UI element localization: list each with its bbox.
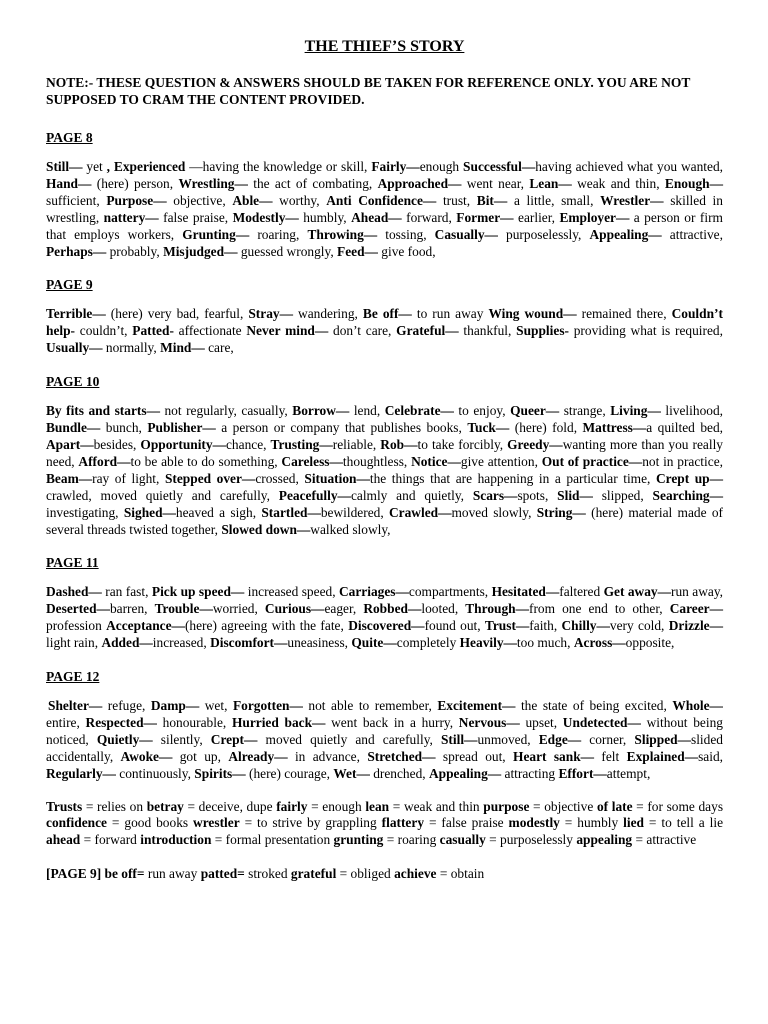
vocab-term: Discomfort— <box>210 635 288 651</box>
vocab-term: Wing wound— <box>488 306 577 322</box>
vocab-meaning: = good books <box>107 815 189 831</box>
vocab-meaning: trust, <box>436 192 471 208</box>
vocab-term: betray <box>146 798 184 814</box>
vocab-term: By fits and starts— <box>46 403 160 419</box>
vocab-meaning: = to tell a lie <box>643 815 724 831</box>
vocab-meaning: false praise, <box>158 209 229 225</box>
vocab-term: Nervous— <box>458 714 520 730</box>
vocab-meaning: tossing, <box>377 226 427 242</box>
vocab-term: Curious— <box>264 601 325 617</box>
vocab-meaning: corner, <box>581 731 627 747</box>
vocab-term: Undetected— <box>562 714 641 730</box>
vocab-meaning: weak and thin, <box>571 175 660 191</box>
vocab-term: Mattress— <box>582 420 647 436</box>
vocab-meaning: earlier, <box>513 209 555 225</box>
vocab-term: Usually— <box>46 340 103 356</box>
vocab-meaning: said, <box>698 748 724 764</box>
vocab-meaning: heaved a sigh, <box>175 504 257 520</box>
vocab-meaning: opposite, <box>625 635 675 651</box>
vocab-term: Rob— <box>380 436 418 452</box>
vocab-term: Modestly— <box>232 209 299 225</box>
vocab-term: Never mind— <box>246 323 329 339</box>
vocab-term: purpose <box>483 798 530 814</box>
vocab-term: appealing <box>576 832 633 848</box>
vocab-meaning: = for some days <box>632 798 724 814</box>
vocab-term: Slipped— <box>634 731 691 747</box>
vocab-term: Wrestler— <box>600 192 664 208</box>
vocab-term: flattery <box>381 815 425 831</box>
vocab-term: Chilly— <box>561 618 610 634</box>
vocab-term: Ahead— <box>351 209 402 225</box>
vocab-meaning: yet <box>82 159 103 174</box>
vocab-paragraph <box>46 403 723 538</box>
vocab-term: Casually— <box>434 226 498 242</box>
vocab-meaning: = attractive <box>632 832 697 848</box>
vocab-meaning: slipped, <box>592 487 644 503</box>
vocab-meaning: got up, <box>172 748 221 764</box>
vocab-term: Trusting— <box>270 436 333 452</box>
footer-page-label: [PAGE 9] <box>46 866 102 882</box>
vocab-term: Trusts <box>46 798 83 814</box>
vocab-meaning: lend, <box>349 403 381 419</box>
vocab-term: Able— <box>232 192 273 208</box>
vocab-meaning: livelihood, <box>660 403 723 419</box>
vocab-meaning: moved slowly, <box>451 504 532 520</box>
vocab-meaning: = humbly <box>559 815 619 831</box>
vocab-term: Bundle— <box>46 420 101 436</box>
vocab-term: Greedy— <box>507 436 563 452</box>
vocab-term: Robbed— <box>363 601 422 617</box>
vocab-meaning: having achieved what you wanted, <box>535 159 724 174</box>
vocab-term: Heart sank— <box>513 748 595 764</box>
vocab-term: Respected— <box>85 714 157 730</box>
vocab-meaning: couldn’t, <box>75 323 128 339</box>
vocab-term: be off= <box>104 866 145 882</box>
vocab-meaning: unmoved, <box>477 731 531 747</box>
vocab-meaning: don’t care, <box>328 323 392 339</box>
vocab-term: Patted- <box>132 323 174 339</box>
vocab-term: Wrestling— <box>178 175 248 191</box>
vocab-term: Career— <box>669 601 724 617</box>
vocab-term: grateful <box>290 866 337 882</box>
vocab-term: Edge— <box>538 731 582 747</box>
vocab-paragraph <box>46 584 723 652</box>
vocab-meaning: = relies on <box>82 798 144 814</box>
vocab-meaning: uneasiness, <box>287 635 349 651</box>
vocab-meaning: give attention, <box>460 453 538 469</box>
vocab-meaning: faith, <box>529 618 558 634</box>
vocab-meaning: completely <box>396 635 457 651</box>
vocab-meaning: the things that are happening in a particular time, <box>369 470 651 486</box>
vocab-meaning: continuously, <box>115 765 191 781</box>
vocab-meaning: = purposelessly <box>485 832 573 848</box>
reference-note: NOTE:- THESE QUESTION & ANSWERS SHOULD BE TAKEN FOR REFERENCE ONLY. YOU ARE NOT SUPPOSED TO CRAM THE CONTENT PROVIDED. <box>46 75 691 107</box>
vocab-term: lied <box>623 815 644 831</box>
vocab-term: Apart— <box>46 436 94 452</box>
vocab-term: Be off— <box>362 306 412 322</box>
vocab-meaning: skilled in wrestling, <box>46 192 723 225</box>
vocab-meaning: to run away <box>411 306 484 322</box>
vocab-meaning: went back in a hurry, <box>325 714 454 730</box>
vocab-term: Dashed— <box>46 584 102 600</box>
vocab-term: Perhaps— <box>46 243 107 259</box>
vocab-term: Terrible— <box>46 306 106 322</box>
vocab-term: Slowed down— <box>221 521 311 537</box>
vocab-meaning: run away, <box>670 584 723 600</box>
vocab-meaning: not in practice, <box>642 453 723 469</box>
vocab-term: wrestler <box>193 815 240 831</box>
vocab-term: casually <box>439 832 486 848</box>
vocab-term: Grunting— <box>182 226 250 242</box>
vocab-meaning: reliable, <box>332 436 377 452</box>
vocab-meaning: calmly and quietly, <box>350 487 464 503</box>
vocab-meaning: felt <box>594 748 620 764</box>
vocab-meaning: (here) agreeing with the fate, <box>184 618 344 634</box>
vocab-term: grunting <box>333 832 384 848</box>
vocab-meaning: = to strive by grappling <box>239 815 377 831</box>
vocab-term: Approached— <box>377 175 462 191</box>
vocab-meaning: silently, <box>152 731 203 747</box>
page-section-heading: PAGE 8 <box>46 130 93 145</box>
vocab-term: Appealing— <box>428 765 502 781</box>
vocab-meaning: without being noticed, <box>46 714 723 747</box>
vocab-meaning: thoughtless, <box>342 453 408 469</box>
vocab-term: Lean— <box>529 175 572 191</box>
vocabulary-sections <box>46 129 723 783</box>
vocab-meaning: sufficient, <box>46 192 100 208</box>
vocab-term: Out of practice— <box>541 453 643 469</box>
vocab-meaning: not regularly, casually, <box>159 403 288 419</box>
vocab-meaning: providing what is required, <box>568 323 723 339</box>
vocab-term: fairly <box>276 798 308 814</box>
vocab-meaning: barren, <box>109 601 148 617</box>
vocab-meaning: attempt, <box>606 765 651 781</box>
vocab-meaning: wanting more than you really need, <box>46 436 723 469</box>
vocab-term: Enough— <box>664 175 723 191</box>
vocab-meaning: walked slowly, <box>310 521 391 537</box>
vocab-term: Stepped over— <box>164 470 256 486</box>
vocab-term: Successful— <box>463 159 536 174</box>
document-title: THE THIEF’S STORY <box>304 38 465 55</box>
vocab-term: Feed— <box>337 243 378 259</box>
vocab-term: Drizzle— <box>668 618 724 634</box>
vocab-term: Pick up speed— <box>151 584 245 600</box>
vocab-term: Wet— <box>333 765 370 781</box>
vocab-term: Scars— <box>472 487 518 503</box>
vocab-term: Crept up— <box>655 470 724 486</box>
vocab-meaning: went near, <box>461 175 525 191</box>
vocab-meaning: = enough <box>307 798 362 814</box>
vocab-meaning: purposelessly, <box>497 226 582 242</box>
page9-footer-line <box>46 865 723 882</box>
vocab-meaning: honourable, <box>156 714 227 730</box>
vocab-meaning: stroked <box>244 866 288 882</box>
vocab-term: Celebrate— <box>384 403 454 419</box>
vocab-meaning: looted, <box>421 601 459 617</box>
vocab-meaning: run away <box>144 866 198 882</box>
vocab-term: Still— <box>440 731 478 747</box>
vocab-term: Mind— <box>160 340 205 356</box>
vocab-term: lean <box>365 798 390 814</box>
vocab-meaning: forward, <box>401 209 452 225</box>
vocab-term: Peacefully— <box>278 487 351 503</box>
vocab-meaning: bewildered, <box>320 504 384 520</box>
vocab-term: introduction <box>140 832 212 848</box>
vocab-term: Stretched— <box>367 748 436 764</box>
vocab-term: Crawled— <box>389 504 452 520</box>
vocab-meaning: = obtain <box>436 866 485 882</box>
vocab-meaning: investigating, <box>46 504 119 520</box>
vocab-term: Forgotten— <box>232 698 303 714</box>
vocab-meaning: eager, <box>324 601 357 617</box>
vocab-term: Through— <box>465 601 530 617</box>
vocab-meaning: in advance, <box>287 748 360 764</box>
vocab-meaning: = formal presentation <box>211 832 331 848</box>
vocab-meaning: chance, <box>225 436 267 452</box>
vocab-term: Hurried back— <box>231 714 326 730</box>
vocab-term: Hand— <box>46 175 92 191</box>
vocab-meaning: found out, <box>424 618 481 634</box>
vocab-meaning: ran fast, <box>101 584 149 600</box>
vocab-term: ahead <box>46 832 81 848</box>
vocab-term: Trust— <box>484 618 530 634</box>
vocab-meaning: to be able to do something, <box>130 453 278 469</box>
vocab-meaning: refuge, <box>102 698 146 714</box>
vocab-term: String— <box>536 504 586 520</box>
vocab-term: Purpose— <box>106 192 167 208</box>
vocab-term: Hesitated— <box>491 584 560 600</box>
vocab-meaning: very cold, <box>609 618 665 634</box>
vocab-meaning: enough <box>419 159 460 174</box>
vocab-term: Added— <box>101 635 153 651</box>
vocab-meaning: = deceive, dupe <box>183 798 273 814</box>
vocab-term: confidence <box>46 815 107 831</box>
vocab-meaning: the act of combating, <box>247 175 373 191</box>
vocab-term: Appealing— <box>589 226 662 242</box>
vocab-meaning: increased, <box>152 635 207 651</box>
vocab-term: Startled— <box>261 504 321 520</box>
vocab-term: Afford— <box>78 453 131 469</box>
vocab-meaning: a person or firm that employs workers, <box>46 209 723 242</box>
vocab-term: Already— <box>228 748 288 764</box>
vocab-term: Beam— <box>46 470 93 486</box>
vocab-meaning: not able to remember, <box>302 698 432 714</box>
vocab-meaning: (here) very bad, fearful, <box>105 306 244 322</box>
vocab-meaning: a person or company that publishes books, <box>215 420 462 436</box>
vocab-term: Supplies- <box>516 323 569 339</box>
vocab-meaning: = forward <box>80 832 137 848</box>
vocab-term: Careless— <box>281 453 343 469</box>
vocab-term: Searching— <box>652 487 723 503</box>
vocab-term: Grateful— <box>396 323 459 339</box>
vocab-meaning: the state of being excited, <box>515 698 667 714</box>
vocab-meaning: entire, <box>46 714 80 730</box>
vocab-term: Still— <box>46 159 83 174</box>
vocab-term: Discovered— <box>348 618 425 634</box>
vocab-meaning: attractive, <box>661 226 723 242</box>
vocab-meaning: wet, <box>199 698 228 714</box>
vocab-term: Explained— <box>626 748 699 764</box>
vocab-term: Couldn’t help- <box>46 306 723 339</box>
vocab-term: Trouble— <box>154 601 213 617</box>
vocab-meaning: probably, <box>106 243 160 259</box>
page-section-heading: PAGE 10 <box>46 374 100 390</box>
vocab-term: , Experienced <box>106 159 186 174</box>
vocab-meaning: objective, <box>166 192 226 208</box>
vocab-term: achieve <box>394 866 437 882</box>
page-section-heading: PAGE 12 <box>46 669 100 685</box>
vocab-meaning: care, <box>204 340 234 356</box>
page-section-heading: PAGE 9 <box>46 277 93 293</box>
vocab-meaning: roaring, <box>249 226 300 242</box>
vocab-meaning: spots, <box>517 487 549 503</box>
vocab-term: nattery— <box>103 209 159 225</box>
vocab-term: Former— <box>456 209 514 225</box>
vocab-meaning: faltered <box>559 584 601 600</box>
vocab-meaning: too much, <box>516 635 571 651</box>
vocab-meaning: affectionate <box>173 323 242 339</box>
vocab-term: Quite— <box>351 635 397 651</box>
vocab-term: Misjudged— <box>163 243 238 259</box>
vocab-meaning: spread out, <box>435 748 506 764</box>
vocab-meaning: remained there, <box>576 306 667 322</box>
vocab-meaning: —having the knowledge or skill, <box>185 159 368 174</box>
vocab-paragraph <box>46 306 723 357</box>
vocab-term: Crept— <box>210 731 258 747</box>
vocab-term: Acceptance— <box>106 618 185 634</box>
vocab-meaning: (here) person, <box>91 175 174 191</box>
vocab-term: Living— <box>610 403 661 419</box>
vocab-meaning: drenched, <box>369 765 426 781</box>
vocab-term: Employer— <box>559 209 630 225</box>
vocab-term: Effort— <box>558 765 607 781</box>
vocab-meaning: from one end to other, <box>529 601 663 617</box>
page-section-heading: PAGE 11 <box>46 555 99 571</box>
vocab-term: of late <box>596 798 633 814</box>
vocab-meaning: a little, small, <box>507 192 594 208</box>
vocab-term: Stray— <box>248 306 293 322</box>
vocab-paragraph <box>46 698 723 783</box>
vocab-term: modestly <box>508 815 560 831</box>
vocab-meaning: light rain, <box>46 635 99 651</box>
vocab-meaning: to enjoy, <box>453 403 506 419</box>
vocab-meaning: wandering, <box>293 306 358 322</box>
vocab-term: Notice— <box>411 453 461 469</box>
vocab-term: Heavily— <box>459 635 517 651</box>
vocab-meaning: normally, <box>102 340 157 356</box>
vocab-meaning: = obliged <box>336 866 391 882</box>
vocab-meaning: upset, <box>519 714 558 730</box>
vocab-meaning: moved quietly and carefully, <box>257 731 433 747</box>
vocab-meaning: guessed wrongly, <box>237 243 334 259</box>
vocab-term: Quietly— <box>96 731 153 747</box>
vocab-meaning: ray of light, <box>92 470 160 486</box>
vocab-term: Slid— <box>557 487 593 503</box>
vocab-meaning: = roaring <box>383 832 437 848</box>
vocab-term: Awoke— <box>120 748 173 764</box>
vocab-paragraph <box>46 159 723 260</box>
vocab-term: Anti Confidence— <box>326 192 437 208</box>
vocab-meaning: = objective <box>529 798 594 814</box>
vocab-meaning: = false praise <box>424 815 504 831</box>
vocab-meaning: attracting <box>501 765 556 781</box>
vocab-meaning: worried, <box>212 601 258 617</box>
vocab-term: Get away— <box>603 584 671 600</box>
vocab-meaning: worthy, <box>272 192 320 208</box>
vocab-term: Carriages— <box>339 584 409 600</box>
vocab-meaning: (here) courage, <box>245 765 331 781</box>
vocab-term: Borrow— <box>292 403 350 419</box>
vocab-meaning: (here) fold, <box>509 420 578 436</box>
vocab-term: Regularly— <box>46 765 116 781</box>
vocab-term: Sighed— <box>123 504 176 520</box>
vocab-meaning: slided accidentally, <box>46 731 723 764</box>
synonyms-paragraph <box>46 799 723 850</box>
vocab-term: Throwing— <box>307 226 378 242</box>
vocab-meaning: bunch, <box>100 420 142 436</box>
vocab-meaning: besides, <box>93 436 137 452</box>
vocab-meaning: to take forcibly, <box>417 436 504 452</box>
vocab-meaning: a quilted bed, <box>646 420 723 436</box>
vocab-meaning: = weak and thin <box>389 798 480 814</box>
vocab-term: Publisher— <box>147 420 216 436</box>
vocab-term: Deserted— <box>46 601 110 617</box>
vocab-meaning: crossed, <box>255 470 299 486</box>
vocab-meaning: strange, <box>559 403 606 419</box>
vocab-term: Damp— <box>150 698 200 714</box>
vocab-meaning: thankful, <box>458 323 512 339</box>
vocab-meaning: profession <box>46 618 102 634</box>
vocab-term: Opportunity— <box>140 436 226 452</box>
vocab-term: Whole— <box>672 698 723 714</box>
vocab-term: Fairly— <box>371 159 420 174</box>
vocab-meaning: crawled, moved quietly and carefully, <box>46 487 270 503</box>
vocab-term: Excitement— <box>437 698 516 714</box>
vocab-term: patted= <box>200 866 245 882</box>
vocab-meaning: increased speed, <box>244 584 336 600</box>
vocab-term: Tuck— <box>467 420 510 436</box>
vocab-term: Across— <box>573 635 626 651</box>
vocab-term: Bit— <box>476 192 508 208</box>
vocab-term: Queer— <box>510 403 560 419</box>
vocab-meaning: compartments, <box>408 584 489 600</box>
vocab-meaning: (here) material made of several threads twisted together, <box>46 504 723 537</box>
vocab-term: Spirits— <box>194 765 246 781</box>
vocab-meaning: humbly, <box>298 209 347 225</box>
vocab-term: Situation— <box>304 470 370 486</box>
vocab-term: Shelter— <box>48 698 103 714</box>
vocab-meaning: give food, <box>377 243 436 259</box>
